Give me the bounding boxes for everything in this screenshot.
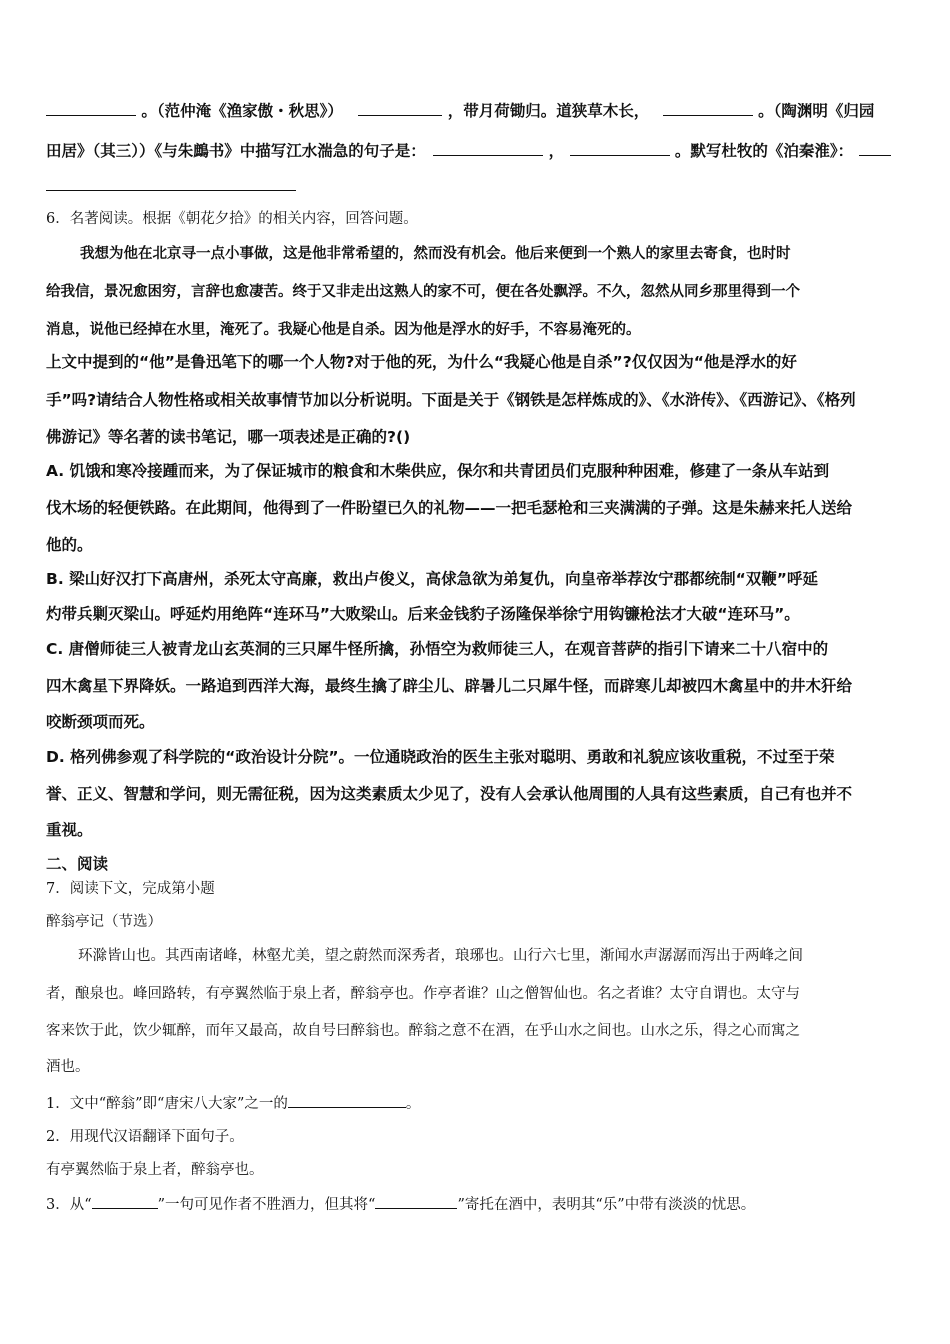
answer-blank[interactable] <box>46 176 296 191</box>
q7-passage-line: 者，酿泉也。峰回路转，有亭翼然临于泉上者，醉翁亭也。作亭者谁？山之僧智仙也。名之者谁？太守自谓也。太守与 <box>46 986 800 1002</box>
answer-blank[interactable] <box>859 141 891 156</box>
fill-line-1 <box>46 101 874 121</box>
q7-passage-line: 环滁皆山也。其西南诸峰，林壑尤美，望之蔚然而深秀者，琅琊也。山行六七里，渐闻水声潺潺而泻出于两峰之间 <box>78 948 803 964</box>
q7-sub3-text: 3．从“ <box>46 1197 92 1213</box>
option-b: 灼带兵剿灭梁山。呼延灼用绝阵“连环马”大败梁山。后来金钱豹子汤隆保举徐宁用钩镰枪法才大破“连环马”。 <box>46 605 800 623</box>
q7-sub2-sentence: 有亭翼然临于泉上者，醉翁亭也。 <box>46 1162 264 1178</box>
answer-blank[interactable] <box>433 141 543 156</box>
option-c: 四木禽星下界降妖。一路追到西洋大海，最终生擒了辟尘儿、辟暑儿二只犀牛怪，而辟寒儿却被四木禽星中的井木犴给 <box>46 677 853 695</box>
q7-sub3 <box>46 1194 755 1215</box>
fill-text: 。（陶渊明《归园 <box>758 102 875 120</box>
fill-line-3 <box>46 176 296 196</box>
q6-passage-line: 消息，说他已经掉在水里，淹死了。我疑心他是自杀。因为他是浮水的好手，不容易淹死的。 <box>46 321 641 338</box>
option-d: D. 格列佛参观了科学院的“政治设计分院”。一位通晓政治的医生主张对聪明、勇敢和礼貌应该收重税，不过至于荣 <box>46 748 835 766</box>
option-d: 誉、正义、智慧和学问，则无需征税，因为这类素质太少见了，没有人会承认他周围的人具有这些素质，自己有也并不 <box>46 785 853 803</box>
fill-text: ， <box>548 142 565 160</box>
q7-sub3-text: ”一句可见作者不胜酒力，但其将“ <box>157 1197 376 1213</box>
fill-text: 。默写杜牧的《泊秦淮》： <box>674 142 854 160</box>
q6-question-line: 手”吗?请结合人物性格或相关故事情节加以分析说明。下面是关于《钢铁是怎样炼成的》、《水浒传》、《西游记》、《格列 <box>46 391 856 409</box>
answer-blank[interactable] <box>46 101 136 116</box>
answer-blank[interactable] <box>570 141 670 156</box>
q7-sub1-end: 。 <box>405 1096 421 1112</box>
q6-question-line: 上文中提到的“他”是鲁迅笔下的哪一个人物?对于他的死，为什么“我疑心他是自杀”?仅仅因为“他是浮水的好 <box>46 353 797 371</box>
fill-text: 田居》（其三））《与朱鷓书》中描写江水湍急的句子是： <box>46 142 426 160</box>
answer-blank[interactable] <box>92 1194 158 1209</box>
q7-title: 7．阅读下文，完成第小题 <box>46 881 215 897</box>
option-d: 重视。 <box>46 821 93 839</box>
fill-text: ，带月荷锄归。道狭草木长， <box>447 102 650 120</box>
option-a: 伐木场的轻便铁路。在此期间，他得到了一件盼望已久的礼物——一把毛瑟枪和三夹满满的子弹。这是朱赫来托人送给 <box>46 499 853 517</box>
fill-line-2 <box>46 141 891 161</box>
answer-blank[interactable] <box>375 1194 457 1209</box>
answer-blank[interactable] <box>288 1093 406 1108</box>
option-c: 咬断颈项而死。 <box>46 713 155 731</box>
fill-text: 。（范仲淹《渔家傲・秋思》） <box>141 102 343 120</box>
q7-passage-line: 客来饮于此，饮少辄醉，而年又最高，故自号曰醉翁也。醉翁之意不在酒，在乎山水之间也。山水之乐，得之心而寓之 <box>46 1023 800 1039</box>
answer-blank[interactable] <box>358 101 442 116</box>
q6-title: 6．名著阅读。根据《朝花夕拾》的相关内容，回答问题。 <box>46 211 418 227</box>
option-a: A. 饥饿和寒冷接踵而来，为了保证城市的粮食和木柴供应，保尔和共青团员们克服种种困难，修建了一条从车站到 <box>46 462 830 480</box>
q7-text-title: 醉翁亭记（节选） <box>46 914 162 930</box>
option-c: C. 唐僧师徒三人被青龙山玄英洞的三只犀牛怪所擒，孙悟空为救师徒三人，在观音菩萨的指引下请来二十八宿中的 <box>46 640 829 658</box>
q6-passage-line: 我想为他在北京寻一点小事做，这是他非常希望的，然而没有机会。他后来便到一个熟人的家里去寄食，也时时 <box>80 245 791 262</box>
q7-sub1 <box>46 1093 420 1114</box>
answer-blank[interactable] <box>663 101 753 116</box>
option-b: B. 梁山好汉打下高唐州，杀死太守高廉，救出卢俊义，高俅急欲为弟复仇，向皇帝举荐汝宁郡都统制“双鞭”呼延 <box>46 570 818 588</box>
q6-passage-line: 给我信，景况愈困穷，言辞也愈凄苦。终于又非走出这熟人的家不可，便在各处飘浮。不久，忽然从同乡那里得到一个 <box>46 283 800 300</box>
q7-sub1-text: 1．文中“醉翁”即“唐宋八大家”之一的 <box>46 1096 288 1112</box>
q7-sub3-text: ”寄托在酒中，表明其“乐”中带有淡淡的忧思。 <box>457 1197 756 1213</box>
q6-question-line: 佛游记》等名著的读书笔记，哪一项表述是正确的?() <box>46 428 411 446</box>
section-heading: 二、阅读 <box>46 855 109 873</box>
option-a: 他的。 <box>46 536 93 554</box>
q7-sub2: 2．用现代汉语翻译下面句子。 <box>46 1129 244 1145</box>
q7-passage-line: 酒也。 <box>46 1059 90 1075</box>
